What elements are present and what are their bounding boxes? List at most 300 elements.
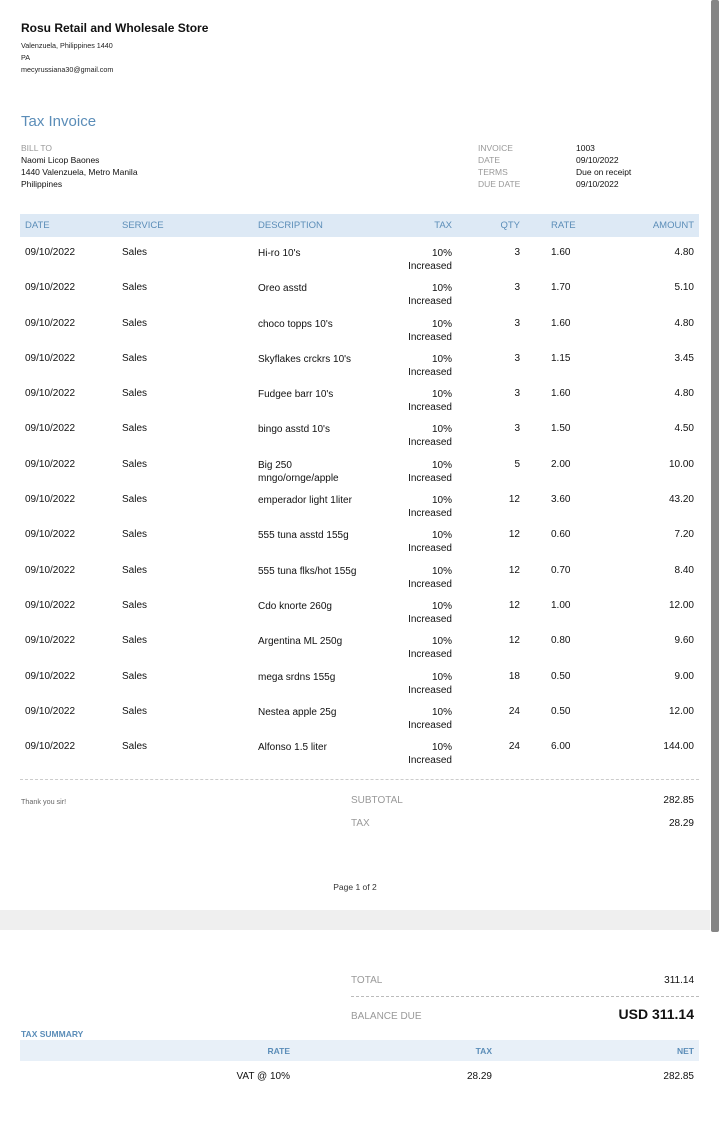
item-rate [520,565,595,576]
company-name: Rosu Retail and Wholesale Store [21,21,209,35]
meta-row-invoice [478,142,631,154]
header-tax: TAX [434,220,452,231]
header-qty: QTY [500,220,520,231]
item-amount [595,318,699,329]
table-row [20,413,699,448]
item-description [258,282,388,295]
item-description [258,318,388,331]
item-description [258,247,388,260]
item-description [258,565,388,578]
item-description-line: bingo asstd 10's [258,424,330,436]
item-rate [520,741,595,752]
item-rate [520,494,595,505]
item-description [258,529,388,542]
item-tax [388,671,452,697]
item-description-line: mngo/ornge/apple [258,472,339,484]
item-service [122,706,258,717]
item-rate-line: 6.00 [551,741,571,753]
item-tax-line: Increased [408,296,452,308]
table-row [20,484,699,519]
vertical-scrollbar[interactable] [710,0,720,1128]
item-rate-line: 3.60 [551,494,571,506]
table-row [20,731,699,766]
line-items-body [20,237,699,766]
table-row [20,237,699,272]
item-rate [520,247,595,258]
item-date-line: 09/10/2022 [25,423,76,435]
item-tax [388,318,452,344]
item-service-line: Sales [122,423,148,435]
item-qty-line: 3 [514,423,520,435]
item-tax [388,247,452,273]
item-amount [595,565,699,576]
item-tax [388,423,452,449]
item-rate-line: 1.15 [551,352,571,364]
item-date-line: 09/10/2022 [25,529,76,541]
tax-summary-header-rate: RATE [267,1045,290,1056]
item-service [122,529,258,540]
item-qty [452,600,520,611]
item-tax-line: 10% [431,283,452,295]
item-date [20,459,122,470]
item-tax-line: 10% [431,424,452,436]
table-row [20,625,699,660]
item-qty [452,671,520,682]
table-row [20,343,699,378]
company-email: mecyrussiana30@gmail.com [21,65,114,74]
item-date-line: 09/10/2022 [25,458,76,470]
item-qty [452,741,520,752]
item-amount-line: 4.80 [674,317,694,329]
item-amount [595,282,699,293]
subtotal-label: SUBTOTAL [351,795,403,806]
item-service-line: Sales [122,458,148,470]
item-tax [388,706,452,732]
header-rate: RATE [551,220,576,231]
item-tax [388,565,452,591]
item-amount [595,600,699,611]
header-date: DATE [25,220,50,231]
meta-key: TERMS [478,167,508,177]
meta-row-due-date [478,178,631,190]
item-tax [388,529,452,555]
item-description [258,494,388,507]
item-description [258,635,388,648]
tax-summary-table [20,1040,699,1091]
item-rate [520,459,595,470]
scrollbar-thumb[interactable] [711,0,719,932]
company-region: PA [21,53,31,62]
item-rate-line: 1.00 [551,599,571,611]
item-rate [520,423,595,434]
item-amount [595,423,699,434]
page-number: Page 1 of 2 [333,882,377,892]
item-rate-line: 1.70 [551,282,571,294]
item-tax-line: 10% [431,706,452,718]
item-date-line: 09/10/2022 [25,705,76,717]
table-row [20,661,699,696]
item-tax-line: Increased [408,331,452,343]
item-rate-line: 2.00 [551,458,571,470]
item-date [20,494,122,505]
tax-row [351,818,694,829]
item-tax-line: Increased [408,649,452,661]
item-qty [452,423,520,434]
item-tax-line: 10% [431,318,452,330]
item-amount-line: 12.00 [668,599,694,611]
tax-summary-tax: 28.29 [466,1070,492,1082]
item-service [122,600,258,611]
item-amount [595,459,699,470]
item-tax-line: Increased [408,719,452,731]
invoice-meta [478,142,631,190]
item-tax-line: 10% [431,671,452,683]
item-qty-line: 24 [508,705,520,717]
meta-row-terms [478,166,631,178]
item-description-line: 555 tuna asstd 155g [258,530,349,542]
item-tax-line: Increased [408,613,452,625]
item-service-line: Sales [122,317,148,329]
item-qty [452,318,520,329]
item-service-line: Sales [122,741,148,753]
tax-value: 28.29 [668,818,694,829]
item-description-line: Hi-ro 10's [258,248,301,259]
item-rate [520,353,595,364]
item-amount-line: 12.00 [668,705,694,717]
subtotal-value: 282.85 [663,795,694,806]
meta-value: 09/10/2022 [576,155,619,165]
item-service-line: Sales [122,705,148,717]
item-tax-line: Increased [408,366,452,378]
item-amount [595,388,699,399]
item-service [122,388,258,399]
item-date [20,671,122,682]
item-service-line: Sales [122,282,148,294]
item-tax-line: Increased [408,543,452,555]
tax-summary-net: 282.85 [663,1070,694,1082]
item-description-line: Alfonso 1.5 liter [258,742,327,754]
item-tax-line: Increased [408,578,452,590]
item-amount [595,635,699,646]
item-qty-line: 3 [514,317,520,329]
item-description [258,353,388,366]
page-gap [0,910,710,930]
item-qty-line: 18 [508,670,520,682]
item-amount-line: 5.10 [674,282,694,294]
tax-summary-header-net: NET [677,1045,694,1056]
item-rate [520,282,595,293]
item-qty [452,494,520,505]
balance-due-row [351,1006,694,1022]
item-tax-line: 10% [431,353,452,365]
item-date [20,247,122,258]
tax-summary-rate: VAT @ 10% [236,1070,290,1082]
item-description [258,459,388,485]
item-service [122,247,258,258]
item-tax-line: Increased [408,437,452,449]
item-rate [520,600,595,611]
item-description-line: choco topps 10's [258,318,333,330]
meta-row-date [478,154,631,166]
item-tax [388,388,452,414]
item-amount [595,247,699,258]
item-rate-line: 1.60 [551,388,571,400]
item-service [122,635,258,646]
item-date-line: 09/10/2022 [25,388,76,400]
item-tax-line: 10% [431,600,452,612]
item-qty [452,706,520,717]
item-qty-line: 3 [514,247,520,258]
item-qty-line: 12 [508,529,520,541]
tax-summary-header-tax: TAX [475,1045,492,1056]
item-service-line: Sales [122,599,148,611]
item-service-line: Sales [122,564,148,576]
item-rate-line: 0.80 [551,635,571,647]
item-amount-line: 7.20 [674,529,694,541]
item-amount-line: 3.45 [674,352,694,364]
item-service-line: Sales [122,670,148,682]
item-qty [452,353,520,364]
item-tax [388,494,452,520]
table-row [20,449,699,484]
item-rate-line: 1.60 [551,317,571,329]
item-amount-line: 4.50 [674,423,694,435]
item-qty-line: 12 [508,635,520,647]
item-amount-line: 8.40 [674,564,694,576]
item-date-line: 09/10/2022 [25,352,76,364]
item-tax-line: 10% [431,530,452,542]
item-tax-line: Increased [408,684,452,696]
item-rate [520,706,595,717]
item-rate-line: 0.50 [551,705,571,717]
meta-key: INVOICE [478,143,513,153]
item-service-line: Sales [122,247,148,258]
total-value: 311.14 [664,975,694,986]
item-service [122,282,258,293]
item-tax-line: 10% [431,495,452,507]
total-label: TOTAL [351,975,383,986]
item-amount [595,494,699,505]
item-qty-line: 24 [508,741,520,753]
item-description [258,741,388,754]
bill-to-address: 1440 Valenzuela, Metro Manila [21,167,138,177]
item-amount-line: 4.80 [674,247,694,258]
item-description [258,600,388,613]
item-date [20,318,122,329]
footer-note: Thank you sir! [21,797,67,806]
table-row [20,696,699,731]
item-service-line: Sales [122,388,148,400]
item-rate-line: 0.60 [551,529,571,541]
item-description-line: 555 tuna flks/hot 155g [258,565,357,577]
item-date [20,388,122,399]
item-tax-line: 10% [431,636,452,648]
item-qty [452,247,520,258]
item-date-line: 09/10/2022 [25,635,76,647]
item-tax [388,741,452,767]
item-description [258,423,388,436]
total-row [351,975,694,986]
document-title: Tax Invoice [21,113,97,130]
header-description: DESCRIPTION [258,220,323,231]
item-date [20,423,122,434]
item-service-line: Sales [122,529,148,541]
item-amount-line: 144.00 [663,741,694,753]
item-tax-line: Increased [408,755,452,767]
invoice-page-2 [0,930,710,1128]
totals-divider [20,779,699,780]
item-tax-line: 10% [431,742,452,754]
item-service [122,494,258,505]
item-tax [388,353,452,379]
item-qty [452,459,520,470]
item-amount-line: 9.60 [674,635,694,647]
item-description-line: Argentina ML 250g [258,636,343,648]
item-service [122,671,258,682]
item-rate [520,671,595,682]
item-qty [452,529,520,540]
item-qty [452,565,520,576]
table-row [20,308,699,343]
item-amount [595,671,699,682]
table-row [20,590,699,625]
item-date [20,565,122,576]
tax-summary-title: TAX SUMMARY [21,1029,84,1039]
item-description-line: Cdo knorte 260g [258,600,332,612]
item-date [20,282,122,293]
item-amount [595,353,699,364]
item-date [20,741,122,752]
item-tax-line: 10% [431,389,452,401]
item-service-line: Sales [122,494,148,506]
balance-due-label: BALANCE DUE [351,1011,422,1022]
item-date [20,529,122,540]
table-row [20,378,699,413]
item-tax-line: Increased [408,261,452,272]
item-date [20,635,122,646]
item-date-line: 09/10/2022 [25,599,76,611]
bill-to-label: BILL TO [21,143,53,153]
item-qty-line: 3 [514,352,520,364]
item-tax-line: Increased [408,508,452,520]
header-amount: AMOUNT [652,220,694,231]
item-description [258,706,388,719]
item-description-line: mega srdns 155g [258,671,336,683]
item-rate-line: 1.50 [551,423,571,435]
item-service-line: Sales [122,635,148,647]
item-date [20,353,122,364]
item-rate [520,388,595,399]
meta-value: Due on receipt [576,167,632,177]
table-row [20,519,699,554]
line-items-header [20,214,699,237]
item-qty-line: 12 [508,494,520,506]
item-date-line: 09/10/2022 [25,494,76,506]
item-qty-line: 3 [514,282,520,294]
item-description-line: Skyflakes crckrs 10's [258,353,352,365]
item-tax-line: 10% [431,248,452,259]
meta-key: DUE DATE [478,179,521,189]
item-date [20,706,122,717]
item-date-line: 09/10/2022 [25,282,76,294]
bill-to [21,142,138,190]
item-tax [388,282,452,308]
item-rate [520,529,595,540]
item-qty-line: 12 [508,564,520,576]
item-service [122,459,258,470]
item-date-line: 09/10/2022 [25,670,76,682]
item-qty-line: 5 [514,458,520,470]
item-amount [595,741,699,752]
line-items-table [20,214,699,766]
item-amount-line: 4.80 [674,388,694,400]
item-date-line: 09/10/2022 [25,247,76,258]
meta-key: DATE [478,155,501,165]
item-amount-line: 9.00 [674,670,694,682]
item-amount [595,706,699,717]
item-service [122,565,258,576]
item-tax-line: Increased [408,472,452,484]
bill-to-name: Naomi Licop Baones [21,155,100,165]
table-row [20,272,699,307]
item-service [122,741,258,752]
item-description-line: emperador light 1liter [258,495,352,507]
item-tax [388,635,452,661]
item-description-line: Fudgee barr 10's [258,389,334,401]
bill-to-country: Philippines [21,179,63,189]
balance-divider [351,996,699,997]
table-row [20,555,699,590]
header-service: SERVICE [122,220,164,231]
item-qty [452,282,520,293]
item-amount [595,529,699,540]
item-description-line: Oreo asstd [258,283,307,295]
item-service-line: Sales [122,352,148,364]
item-rate-line: 1.60 [551,247,571,258]
item-qty [452,635,520,646]
item-description [258,388,388,401]
item-tax-line: Increased [408,402,452,414]
meta-value: 09/10/2022 [576,179,619,189]
item-amount-line: 10.00 [668,458,694,470]
balance-due-value: USD 311.14 [618,1006,694,1022]
item-qty-line: 3 [514,388,520,400]
item-tax-line: 10% [431,459,452,471]
item-rate-line: 0.70 [551,564,571,576]
item-service [122,423,258,434]
item-description-line: Nestea apple 25g [258,706,337,718]
item-service [122,353,258,364]
item-tax-line: 10% [431,565,452,577]
meta-value: 1003 [576,143,595,153]
item-date [20,600,122,611]
item-description-line: Big 250 [258,459,292,471]
item-tax [388,459,452,485]
company-address: Valenzuela, Philippines 1440 [21,41,113,50]
tax-summary-row [20,1061,699,1091]
item-service [122,318,258,329]
tax-summary-header [20,1040,699,1061]
tax-label: TAX [351,818,370,829]
item-rate-line: 0.50 [551,670,571,682]
item-description [258,671,388,684]
subtotal-row [351,795,694,806]
company-info [21,21,208,76]
item-rate [520,318,595,329]
item-tax [388,600,452,626]
item-date-line: 09/10/2022 [25,317,76,329]
item-rate [520,635,595,646]
